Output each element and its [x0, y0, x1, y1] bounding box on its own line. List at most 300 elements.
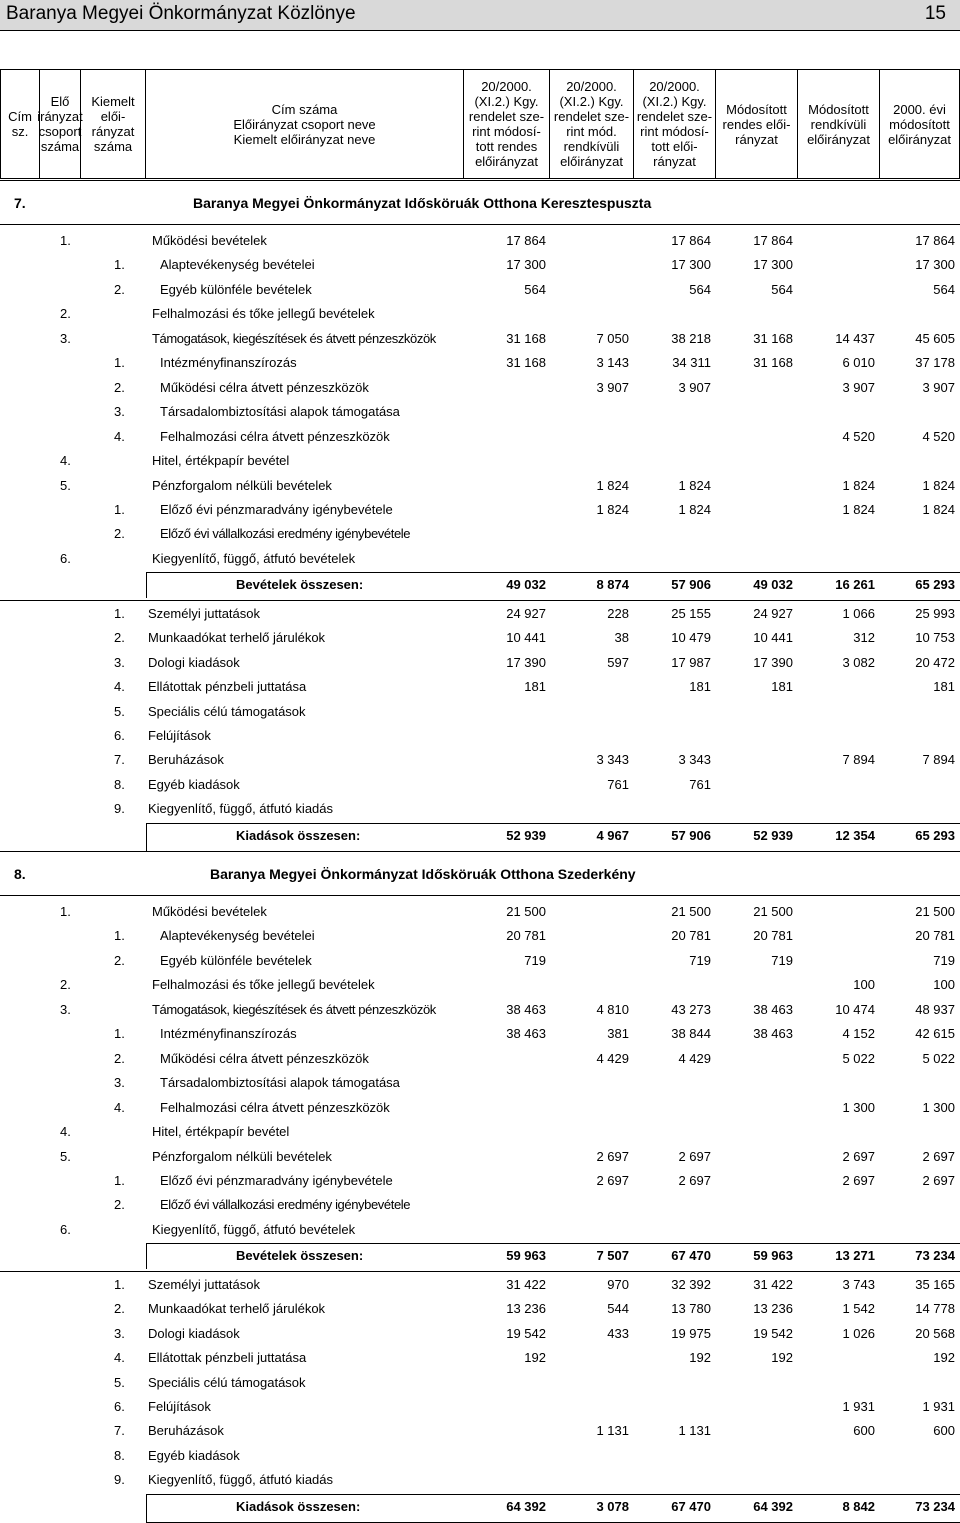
item-name: Támogatások, kiegészítések és átvett pénzeszközök	[152, 330, 436, 346]
amount-cell: 17 987	[671, 654, 711, 670]
amount-cell: 1 931	[842, 1399, 875, 1414]
table-rule	[146, 1495, 147, 1522]
group-number: 2.	[60, 306, 71, 322]
item-name: Beruházások	[148, 1423, 224, 1439]
table-rule	[0, 600, 960, 601]
column-header	[464, 69, 550, 179]
table-row	[0, 1022, 960, 1046]
amount-cell: 2 697	[678, 1148, 711, 1164]
amount-cell: 38	[614, 630, 629, 646]
amount-cell: 600	[933, 1423, 955, 1439]
item-name: Ellátottak pénzbeli juttatása	[148, 1350, 307, 1366]
amount-cell: 10 753	[915, 630, 955, 646]
amount-cell: 20 781	[671, 928, 711, 944]
amount-cell: 32 392	[671, 1276, 711, 1292]
item-number: 8.	[114, 776, 125, 792]
amount-cell: 67 470	[671, 1498, 711, 1514]
table-row	[0, 547, 960, 571]
column-header	[0, 69, 40, 179]
amount-cell: 4 520	[922, 428, 955, 444]
amount-cell: 4 429	[596, 1050, 629, 1066]
table-row	[0, 1120, 960, 1144]
table-row	[0, 773, 960, 797]
income-total-label: Bevételek összesen:	[236, 1248, 364, 1264]
table-row	[0, 253, 960, 277]
amount-cell: 34 311	[672, 355, 711, 371]
amount-cell: 17 864	[753, 233, 793, 248]
item-number: 1.	[114, 1172, 125, 1188]
publication-title: Baranya Megyei Önkormányzat Közlönye	[6, 3, 356, 24]
amount-cell: 761	[689, 776, 711, 792]
item-name: Kiegyenlítő, függő, átfutó bevételek	[152, 1221, 356, 1237]
amount-cell: 1 300	[922, 1099, 955, 1115]
amount-cell: 4 967	[596, 827, 629, 843]
table-row	[0, 1169, 960, 1193]
item-number: 2.	[114, 1197, 125, 1213]
item-number: 2.	[114, 1301, 125, 1317]
amount-cell: 17 864	[506, 233, 546, 248]
table-row	[0, 573, 960, 597]
column-header-label: Cím sz.	[8, 109, 32, 139]
amount-cell: 564	[933, 281, 955, 297]
amount-cell: 3 907	[596, 379, 629, 395]
amount-cell: 4 810	[596, 1001, 629, 1017]
item-name: Pénzforgalom nélküli bevételek	[152, 1148, 332, 1164]
table-row	[0, 400, 960, 424]
amount-cell: 17 300	[671, 257, 711, 273]
table-row	[0, 302, 960, 326]
amount-cell: 67 470	[671, 1248, 711, 1264]
table-row	[0, 1071, 960, 1095]
item-number: 1.	[114, 605, 125, 621]
amount-cell: 73 234	[915, 1498, 955, 1514]
table-rule	[0, 180, 960, 181]
section-title: Baranya Megyei Önkormányzat Idősköruák Otthona Szederkény	[210, 866, 636, 882]
section-number: 7.	[14, 195, 26, 211]
amount-cell: 38 844	[671, 1026, 711, 1042]
table-row	[0, 700, 960, 724]
table-row	[0, 278, 960, 302]
table-row	[0, 522, 960, 546]
amount-cell: 1 131	[596, 1423, 629, 1439]
column-header-label: Módosított rendkívüli előirányzat	[807, 101, 870, 147]
column-header-label: 20/2000. (XI.2.) Kgy. rendelet sze- rint módosí- tott elői- rányzat	[636, 79, 713, 169]
amount-cell: 3 343	[596, 752, 629, 768]
group-number: 3.	[60, 1001, 71, 1017]
amount-cell: 3 907	[678, 379, 711, 395]
amount-cell: 10 479	[671, 630, 711, 646]
table-row	[0, 1193, 960, 1217]
item-name: Felhalmozási és tőke jellegű bevételek	[152, 306, 375, 322]
amount-cell: 13 780	[671, 1301, 711, 1317]
item-name: Működési célra átvett pénzeszközök	[160, 1050, 369, 1066]
amount-cell: 4 429	[678, 1050, 711, 1066]
group-number: 4.	[60, 453, 71, 469]
table-rule	[146, 1244, 147, 1268]
amount-cell: 31 168	[753, 330, 793, 346]
section-title: Baranya Megyei Önkormányzat Idősköruák Otthona Keresztespuszta	[193, 195, 652, 211]
amount-cell: 38 463	[506, 1026, 546, 1042]
amount-cell: 1 824	[922, 477, 955, 493]
item-name: Működési bevételek	[152, 904, 267, 919]
amount-cell: 970	[607, 1276, 629, 1292]
amount-cell: 35 165	[915, 1276, 955, 1292]
table-row	[0, 1096, 960, 1120]
column-header	[81, 69, 146, 179]
table-row	[0, 797, 960, 821]
amount-cell: 38 463	[753, 1001, 793, 1017]
column-header-label: 2000. évi módosított előirányzat	[888, 101, 951, 147]
item-number: 1.	[114, 1276, 125, 1292]
item-number: 7.	[114, 752, 125, 768]
group-number: 6.	[60, 1221, 71, 1237]
column-header-label: 20/2000. (XI.2.) Kgy. rendelet sze- rint módosí- tott rendes előirányzat	[468, 79, 545, 169]
item-name: Előző évi vállalkozási eredmény igénybevétele	[160, 526, 411, 542]
amount-cell: 31 168	[753, 355, 793, 371]
amount-cell: 7 894	[922, 752, 955, 768]
amount-cell: 100	[853, 977, 875, 993]
table-row	[0, 900, 960, 924]
group-number: 3.	[60, 330, 71, 346]
amount-cell: 192	[933, 1350, 955, 1366]
item-name: Beruházások	[148, 752, 224, 768]
amount-cell: 181	[524, 679, 546, 695]
amount-cell: 6 010	[842, 355, 875, 371]
amount-cell: 20 781	[506, 928, 546, 944]
amount-cell: 2 697	[596, 1148, 629, 1164]
item-number: 4.	[114, 1350, 125, 1366]
amount-cell: 600	[853, 1423, 875, 1439]
table-row	[0, 949, 960, 973]
item-number: 5.	[114, 703, 125, 719]
item-number: 2.	[114, 952, 125, 968]
amount-cell: 1 300	[842, 1099, 875, 1115]
amount-cell: 38 463	[506, 1001, 546, 1017]
amount-cell: 57 906	[671, 577, 711, 593]
group-number: 5.	[60, 477, 71, 493]
expense-total-label: Kiadások összesen:	[236, 827, 361, 843]
item-number: 2.	[114, 630, 125, 646]
amount-cell: 719	[771, 952, 793, 968]
item-name: Ellátottak pénzbeli juttatása	[148, 679, 307, 695]
table-row	[0, 1395, 960, 1419]
item-number: 6.	[114, 1399, 125, 1414]
amount-cell: 7 050	[596, 330, 629, 346]
amount-cell: 59 963	[506, 1248, 546, 1264]
item-name: Kiegyenlítő, függő, átfutó kiadás	[148, 801, 334, 817]
amount-cell: 25 993	[915, 605, 955, 621]
item-name: Előző évi vállalkozási eredmény igénybevétele	[160, 1197, 411, 1213]
item-name: Egyéb különféle bevételek	[160, 952, 312, 968]
amount-cell: 2 697	[596, 1172, 629, 1188]
amount-cell: 64 392	[506, 1498, 546, 1514]
item-number: 3.	[114, 1325, 125, 1341]
table-rule	[146, 824, 147, 851]
amount-cell: 17 864	[671, 233, 711, 248]
table-row	[0, 474, 960, 498]
table-rule	[0, 851, 960, 852]
group-number: 1.	[60, 233, 71, 248]
item-number: 1.	[114, 928, 125, 944]
item-number: 1.	[114, 355, 125, 371]
item-number: 8.	[114, 1447, 125, 1463]
item-number: 6.	[114, 728, 125, 743]
item-number: 3.	[114, 654, 125, 670]
table-row	[0, 626, 960, 650]
group-number: 6.	[60, 550, 71, 566]
table-row	[0, 1444, 960, 1468]
amount-cell: 761	[607, 776, 629, 792]
amount-cell: 20 781	[915, 928, 955, 944]
amount-cell: 564	[771, 281, 793, 297]
amount-cell: 1 824	[842, 477, 875, 493]
item-number: 4.	[114, 1099, 125, 1115]
amount-cell: 3 082	[842, 654, 875, 670]
amount-cell: 20 568	[915, 1325, 955, 1341]
column-header	[37, 69, 83, 179]
item-number: 4.	[114, 679, 125, 695]
table-row	[0, 651, 960, 675]
amount-cell: 16 261	[835, 577, 875, 593]
column-header-label: Cím száma Előirányzat csoport neve Kiemelt előirányzat neve	[233, 101, 376, 147]
amount-cell: 37 178	[915, 355, 955, 371]
amount-cell: 13 271	[835, 1248, 875, 1264]
table-row	[0, 376, 960, 400]
amount-cell: 181	[689, 679, 711, 695]
item-name: Speciális célú támogatások	[148, 703, 306, 719]
amount-cell: 8 842	[842, 1498, 875, 1514]
amount-cell: 14 778	[915, 1301, 955, 1317]
amount-cell: 3 343	[678, 752, 711, 768]
amount-cell: 8 874	[596, 577, 629, 593]
page-header	[0, 0, 960, 31]
item-number: 4.	[114, 428, 125, 444]
item-number: 1.	[114, 1026, 125, 1042]
amount-cell: 1 066	[842, 605, 875, 621]
item-number: 5.	[114, 1374, 125, 1390]
amount-cell: 25 155	[671, 605, 711, 621]
column-header-label: Elő irányzat csoport száma	[37, 94, 83, 154]
amount-cell: 544	[607, 1301, 629, 1317]
item-name: Alaptevékenység bevételei	[160, 257, 315, 273]
item-name: Személyi juttatások	[148, 1276, 260, 1292]
item-name: Felújítások	[148, 1399, 211, 1414]
item-name: Hitel, értékpapír bevétel	[152, 1124, 290, 1140]
amount-cell: 2 697	[842, 1148, 875, 1164]
table-row	[0, 229, 960, 253]
amount-cell: 3 907	[842, 379, 875, 395]
table-row	[0, 824, 960, 848]
amount-cell: 4 520	[842, 428, 875, 444]
amount-cell: 14 437	[835, 330, 875, 346]
table-row	[0, 1419, 960, 1443]
amount-cell: 1 131	[678, 1423, 711, 1439]
amount-cell: 1 824	[596, 501, 629, 517]
amount-cell: 2 697	[678, 1172, 711, 1188]
amount-cell: 38 218	[671, 330, 711, 346]
item-name: Felújítások	[148, 728, 211, 743]
item-name: Előző évi pénzmaradvány igénybevétele	[160, 501, 393, 517]
item-name: Egyéb különféle bevételek	[160, 281, 312, 297]
item-name: Speciális célú támogatások	[148, 1374, 306, 1390]
column-header-label: 20/2000. (XI.2.) Kgy. rendelet sze- rint mód. rendkívüli előirányzat	[553, 79, 630, 169]
table-row	[0, 748, 960, 772]
amount-cell: 43 273	[671, 1001, 711, 1017]
income-total-label: Bevételek összesen:	[236, 577, 364, 593]
amount-cell: 19 542	[753, 1325, 793, 1341]
group-number: 4.	[60, 1124, 71, 1140]
column-header	[634, 69, 716, 179]
table-row	[0, 1371, 960, 1395]
item-name: Előző évi pénzmaradvány igénybevétele	[160, 1172, 393, 1188]
item-number: 7.	[114, 1423, 125, 1439]
table-row	[0, 1346, 960, 1370]
amount-cell: 719	[933, 952, 955, 968]
table-row	[0, 675, 960, 699]
amount-cell: 1 824	[678, 477, 711, 493]
amount-cell: 564	[524, 281, 546, 297]
table-rule	[0, 895, 960, 896]
amount-cell: 17 300	[753, 257, 793, 273]
amount-cell: 13 236	[753, 1301, 793, 1317]
amount-cell: 4 152	[842, 1026, 875, 1042]
item-number: 9.	[114, 1472, 125, 1488]
item-name: Hitel, értékpapír bevétel	[152, 453, 290, 469]
item-name: Pénzforgalom nélküli bevételek	[152, 477, 332, 493]
item-name: Intézményfinanszírozás	[160, 1026, 297, 1042]
column-header	[550, 69, 634, 179]
item-name: Intézményfinanszírozás	[160, 355, 297, 371]
table-row	[0, 1468, 960, 1492]
item-number: 2.	[114, 526, 125, 542]
amount-cell: 19 975	[671, 1325, 711, 1341]
amount-cell: 5 022	[922, 1050, 955, 1066]
table-row	[0, 924, 960, 948]
amount-cell: 73 234	[915, 1248, 955, 1264]
amount-cell: 52 939	[506, 827, 546, 843]
item-number: 3.	[114, 404, 125, 420]
amount-cell: 433	[607, 1325, 629, 1341]
item-number: 1.	[114, 257, 125, 273]
item-name: Felhalmozási és tőke jellegű bevételek	[152, 977, 375, 993]
section-number: 8.	[14, 866, 26, 882]
amount-cell: 2 697	[922, 1172, 955, 1188]
amount-cell: 7 894	[842, 752, 875, 768]
table-row	[0, 1322, 960, 1346]
amount-cell: 24 927	[753, 605, 793, 621]
amount-cell: 17 864	[915, 233, 955, 248]
amount-cell: 65 293	[915, 827, 955, 843]
amount-cell: 1 824	[596, 477, 629, 493]
amount-cell: 17 390	[753, 654, 793, 670]
amount-cell: 5 022	[842, 1050, 875, 1066]
column-header	[880, 69, 960, 179]
amount-cell: 45 605	[915, 330, 955, 346]
amount-cell: 31 168	[506, 355, 546, 371]
amount-cell: 19 542	[506, 1325, 546, 1341]
item-number: 1.	[114, 501, 125, 517]
item-name: Működési célra átvett pénzeszközök	[160, 379, 369, 395]
amount-cell: 21 500	[671, 904, 711, 919]
amount-cell: 64 392	[753, 1498, 793, 1514]
amount-cell: 7 507	[596, 1248, 629, 1264]
item-name: Támogatások, kiegészítések és átvett pénzeszközök	[152, 1001, 436, 1017]
amount-cell: 381	[607, 1026, 629, 1042]
amount-cell: 10 441	[506, 630, 546, 646]
amount-cell: 192	[689, 1350, 711, 1366]
page-number: 15	[924, 3, 946, 24]
table-row	[0, 1495, 960, 1519]
amount-cell: 31 422	[753, 1276, 793, 1292]
expense-total-label: Kiadások összesen:	[236, 1498, 361, 1514]
table-row	[0, 351, 960, 375]
table-row	[0, 1244, 960, 1268]
item-name: Dologi kiadások	[148, 1325, 240, 1341]
amount-cell: 564	[689, 281, 711, 297]
table-rule	[146, 573, 147, 597]
amount-cell: 17 390	[506, 654, 546, 670]
amount-cell: 597	[607, 654, 629, 670]
amount-cell: 1 542	[842, 1301, 875, 1317]
table-row	[0, 1145, 960, 1169]
column-header-label: Kiemelt elői- rányzat száma	[91, 94, 135, 154]
amount-cell: 12 354	[835, 827, 875, 843]
table-rule	[0, 224, 960, 225]
group-number: 5.	[60, 1148, 71, 1164]
item-name: Egyéb kiadások	[148, 1447, 240, 1463]
amount-cell: 100	[933, 977, 955, 993]
amount-cell: 20 781	[753, 928, 793, 944]
amount-cell: 3 143	[596, 355, 629, 371]
amount-cell: 312	[853, 630, 875, 646]
item-number: 2.	[114, 379, 125, 395]
item-name: Társadalombiztosítási alapok támogatása	[160, 1075, 400, 1091]
amount-cell: 31 168	[506, 330, 546, 346]
item-name: Személyi juttatások	[148, 605, 260, 621]
item-name: Munkaadókat terhelő járulékok	[148, 1301, 326, 1317]
amount-cell: 48 937	[915, 1001, 955, 1017]
item-name: Működési bevételek	[152, 233, 267, 248]
amount-cell: 3 743	[842, 1276, 875, 1292]
item-number: 2.	[114, 1050, 125, 1066]
table-row	[0, 998, 960, 1022]
amount-cell: 192	[771, 1350, 793, 1366]
column-header	[798, 69, 880, 179]
item-name: Alaptevékenység bevételei	[160, 928, 315, 944]
item-name: Kiegyenlítő, függő, átfutó kiadás	[148, 1472, 334, 1488]
table-row	[0, 1047, 960, 1071]
amount-cell: 13 236	[506, 1301, 546, 1317]
table-row	[0, 327, 960, 351]
amount-cell: 719	[689, 952, 711, 968]
item-name: Egyéb kiadások	[148, 776, 240, 792]
amount-cell: 49 032	[753, 577, 793, 593]
amount-cell: 17 300	[506, 257, 546, 273]
table-row	[0, 1273, 960, 1297]
item-name: Felhalmozási célra átvett pénzeszközök	[160, 428, 390, 444]
item-name: Felhalmozási célra átvett pénzeszközök	[160, 1099, 390, 1115]
table-row	[0, 498, 960, 522]
table-row	[0, 602, 960, 626]
amount-cell: 24 927	[506, 605, 546, 621]
amount-cell: 2 697	[842, 1172, 875, 1188]
amount-cell: 21 500	[753, 904, 793, 919]
amount-cell: 42 615	[915, 1026, 955, 1042]
amount-cell: 1 824	[922, 501, 955, 517]
table-row	[0, 425, 960, 449]
table-rule	[0, 1271, 960, 1272]
amount-cell: 17 300	[915, 257, 955, 273]
